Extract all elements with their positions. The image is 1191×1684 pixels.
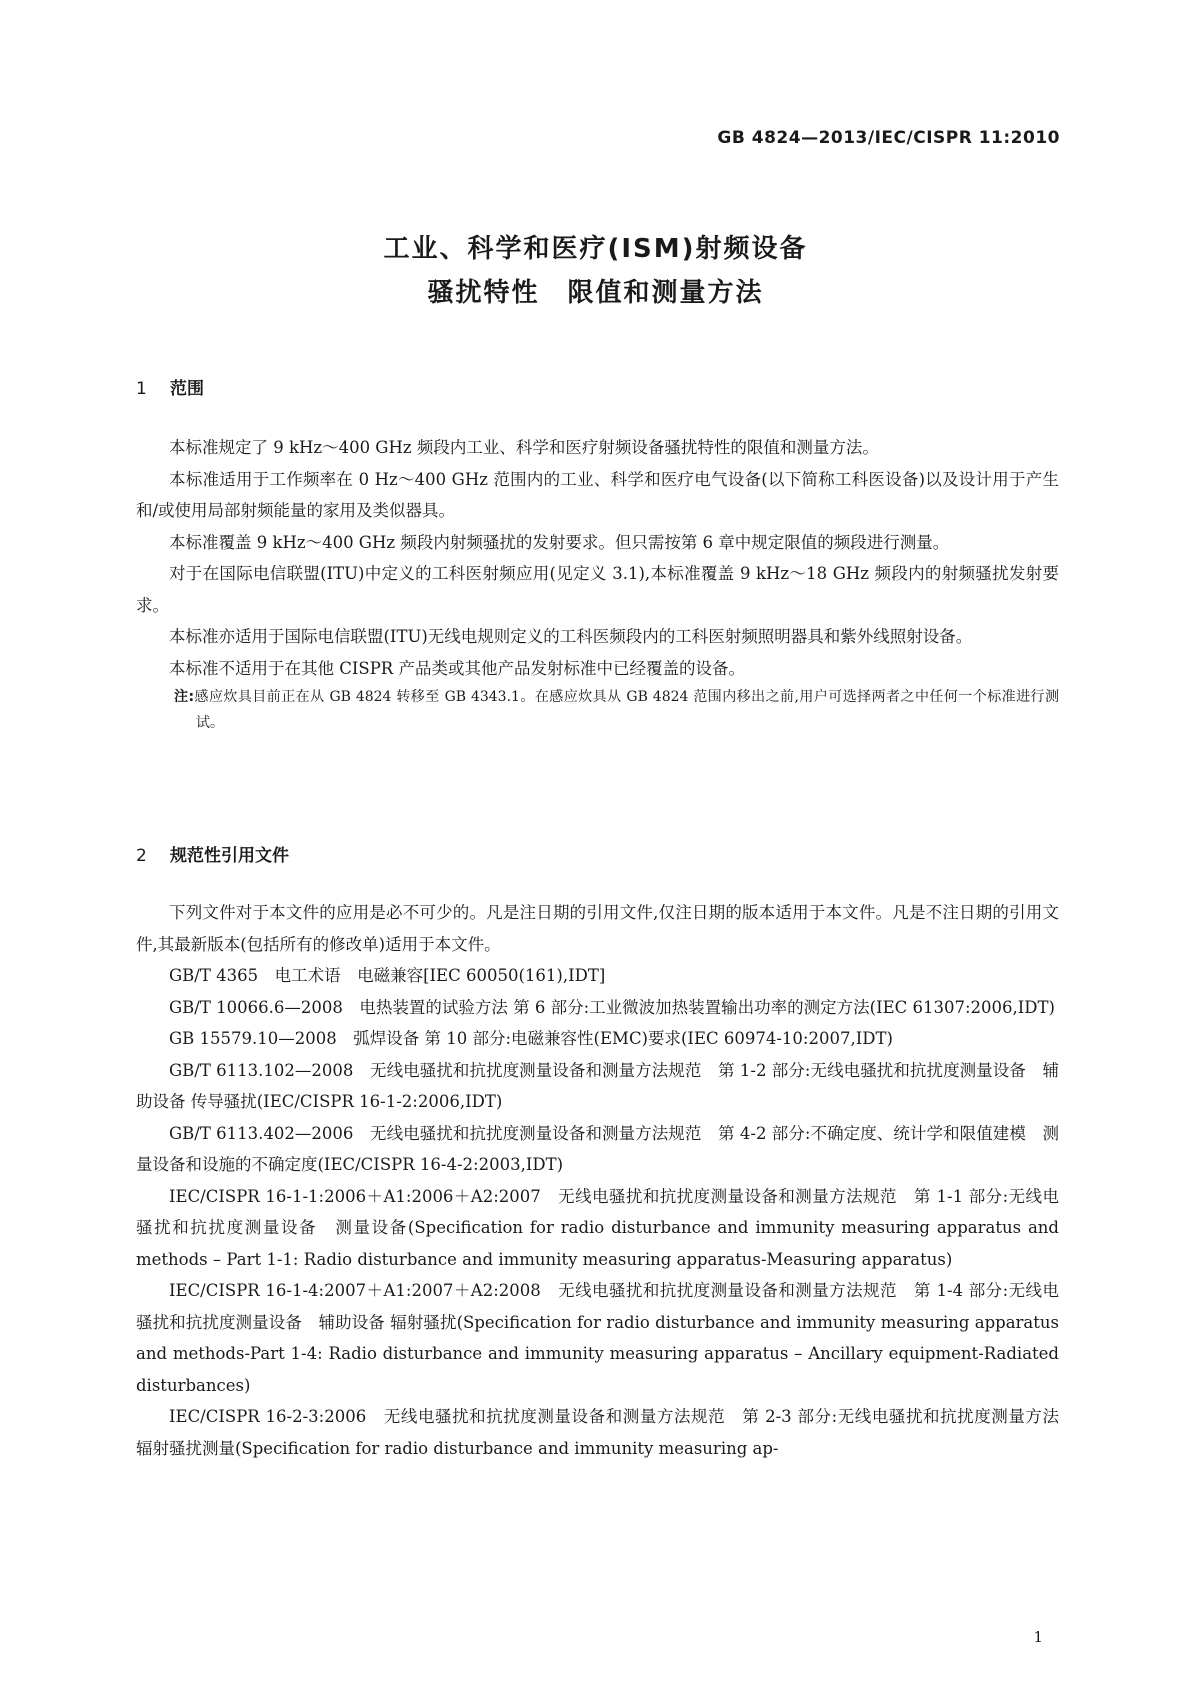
standard-id: GB 4824—2013/IEC/CISPR 11:2010 xyxy=(717,128,1060,148)
paragraph: 本标准亦适用于国际电信联盟(ITU)无线电规则定义的工科医频段内的工科医射频照明器具和紫外线照射设备。 xyxy=(169,627,973,646)
reference-entry: IEC/CISPR 16-1-4:2007＋A1:2007＋A2:2008 无线电骚扰和抗扰度测量设备和测量方法规范 第 1-4 部分:无线电骚扰和抗扰度测量设备 辅助设备 辐射骚扰(Specification for radio disturbance and immunity measuring apparatus and methods-Part 1-4: Radio disturbance and immunity measuring apparatus – Ancillary equipment-Radiated disturbances) xyxy=(136,1281,1059,1395)
section-2-heading xyxy=(136,841,289,866)
reference-entry: IEC/CISPR 16-1-1:2006＋A1:2006＋A2:2007 无线电骚扰和抗扰度测量设备和测量方法规范 第 1-1 部分:无线电骚扰和抗扰度测量设备 测量设备(Specification for radio disturbance and immunity measuring apparatus and methods – Part 1-1: Radio disturbance and immunity measuring apparatus-Measuring apparatus) xyxy=(136,1186,1059,1269)
section-number: 2 xyxy=(136,846,147,866)
section-title: 规范性引用文件 xyxy=(170,846,289,866)
section-1-heading xyxy=(136,374,204,399)
paragraph: 本标准规定了 9 kHz～400 GHz 频段内工业、科学和医疗射频设备骚扰特性的限值和测量方法。 xyxy=(169,438,879,457)
note-text: 感应炊具目前正在从 GB 4824 转移至 GB 4343.1。在感应炊具从 GB 4824 范围内移出之前,用户可选择两者之中任何一个标准进行测试。 xyxy=(194,689,1059,731)
page-number: 1 xyxy=(1033,1628,1043,1646)
paragraph: 本标准适用于工作频率在 0 Hz～400 GHz 范围内的工业、科学和医疗电气设备(以下简称工科医设备)以及设计用于产生和/或使用局部射频能量的家用及类似器具。 xyxy=(136,469,1059,520)
section-title: 范围 xyxy=(170,379,204,399)
document-title-line-2: 骚扰特性 限值和测量方法 xyxy=(427,278,764,308)
paragraph: 对于在国际电信联盟(ITU)中定义的工科医射频应用(见定义 3.1),本标准覆盖 9 kHz～18 GHz 频段内的射频骚扰发射要求。 xyxy=(136,564,1059,615)
section-number: 1 xyxy=(136,379,147,399)
section-2-body xyxy=(136,897,1076,1464)
reference-entry: GB/T 4365 电工术语 电磁兼容[IEC 60050(161),IDT] xyxy=(169,966,606,985)
reference-entry: IEC/CISPR 16-2-3:2006 无线电骚扰和抗扰度测量设备和测量方法规范 第 2-3 部分:无线电骚扰和抗扰度测量方法 辐射骚扰测量(Specification for radio disturbance and immunity measuring ap- xyxy=(136,1407,1076,1458)
paragraph: 本标准不适用于在其他 CISPR 产品类或其他产品发射标准中已经覆盖的设备。 xyxy=(169,658,745,678)
reference-entry: GB 15579.10—2008 弧焊设备 第 10 部分:电磁兼容性(EMC)要求(IEC 60974-10:2007,IDT) xyxy=(169,1029,893,1048)
reference-entry: GB/T 10066.6—2008 电热装置的试验方法 第 6 部分:工业微波加热装置输出功率的测定方法(IEC 61307:2006,IDT) xyxy=(169,997,1055,1017)
reference-entry: GB/T 6113.402—2006 无线电骚扰和抗扰度测量设备和测量方法规范 第 4-2 部分:不确定度、统计学和限值建模 测量设备和设施的不确定度(IEC/CISPR 16-4-2:2003,IDT) xyxy=(136,1123,1059,1174)
document-title-line-1: 工业、科学和医疗(ISM)射频设备 xyxy=(383,234,808,264)
reference-entry: GB/T 6113.102—2008 无线电骚扰和抗扰度测量设备和测量方法规范 第 1-2 部分:无线电骚扰和抗扰度测量设备 辅助设备 传导骚扰(IEC/CISPR 16-1-2:2006,IDT) xyxy=(136,1060,1059,1111)
section-1-body xyxy=(136,432,1059,736)
note-label: 注: xyxy=(174,689,195,705)
paragraph: 本标准覆盖 9 kHz～400 GHz 频段内射频骚扰的发射要求。但只需按第 6 章中规定限值的频段进行测量。 xyxy=(169,532,950,552)
note xyxy=(174,684,1059,736)
paragraph: 下列文件对于本文件的应用是必不可少的。凡是注日期的引用文件,仅注日期的版本适用于本文件。凡是不注日期的引用文件,其最新版本(包括所有的修改单)适用于本文件。 xyxy=(136,903,1059,954)
